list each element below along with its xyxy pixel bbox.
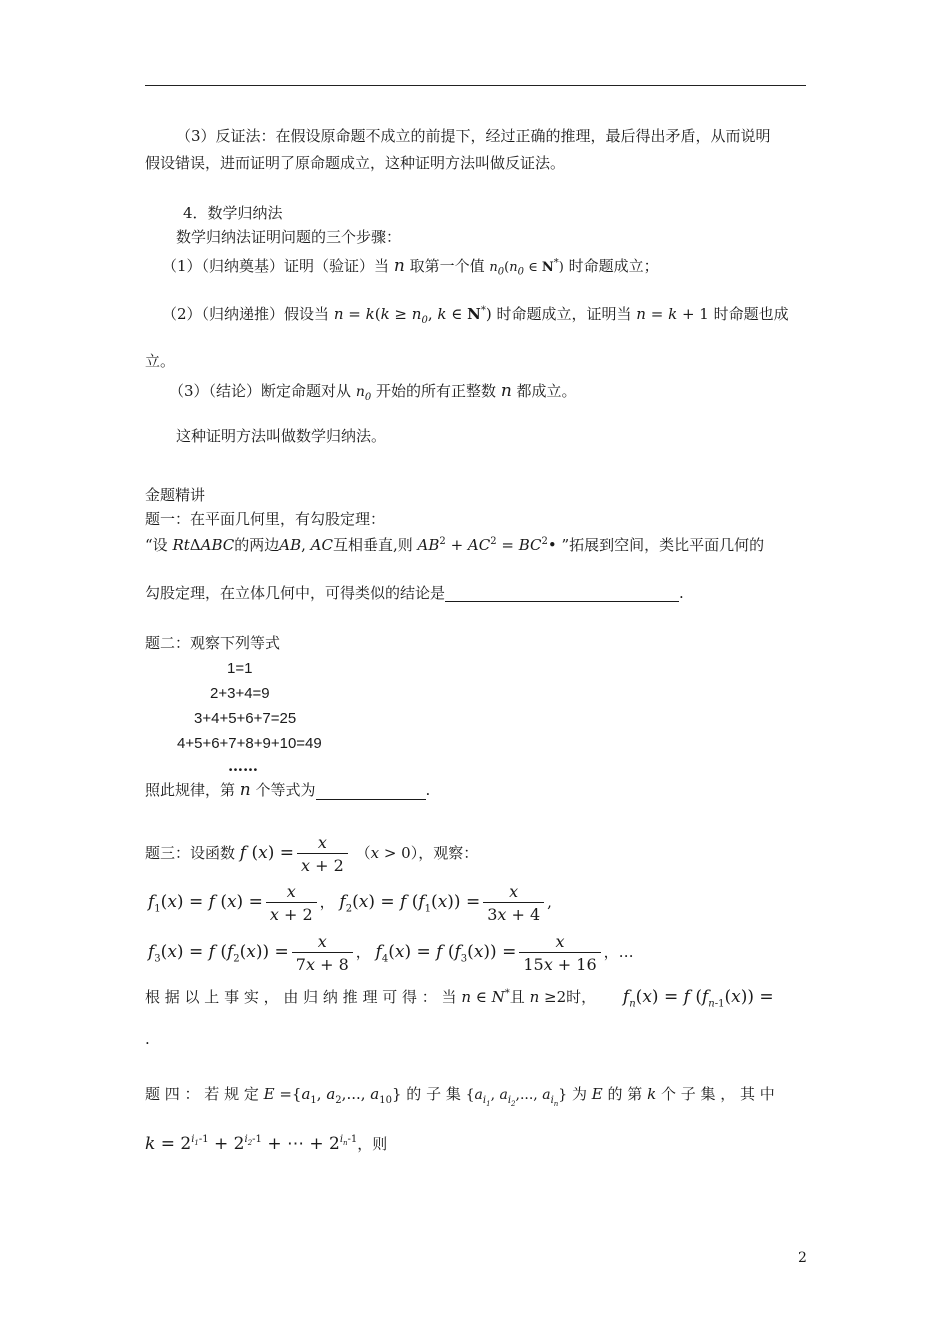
section-heading: 金题精讲 bbox=[145, 486, 206, 504]
q2-ask bbox=[145, 780, 430, 800]
section4-intro: 数学归纳法证明问题的三个步骤： bbox=[176, 228, 402, 246]
math-fn-recursion: $f_n(x) = f$ $(f_{n-1}(x))$ = bbox=[622, 987, 774, 1010]
step2-text-d: 立。 bbox=[145, 352, 176, 370]
q1-line3-text: 勾股定理，在立体几何中，可得类似的结论是 bbox=[145, 584, 446, 602]
step2-text-a: （2）（归纳递推）假设当 bbox=[162, 305, 330, 323]
q4-text-a: 题 四 ： 若 规 定 bbox=[145, 1085, 259, 1103]
math-f4: $f_4(x) = f$ $(f_3(x))$ = bbox=[375, 942, 517, 965]
math-n: n bbox=[393, 256, 405, 276]
q3-title bbox=[145, 833, 478, 875]
math-n: n bbox=[239, 780, 251, 800]
q1-rt-text: 的两边 bbox=[234, 536, 280, 554]
q3-title-a: 题三：设函数 bbox=[145, 844, 236, 863]
q3-cond-open: （ bbox=[355, 844, 371, 863]
math-pythagoras: $AB^2 + AC^2$ = $BC^2•$ bbox=[417, 536, 557, 554]
q2-title: 题二：观察下列等式 bbox=[145, 634, 281, 652]
q2-ask-a: 照此规律，第 bbox=[145, 781, 236, 799]
q1-end: . bbox=[679, 584, 684, 602]
q2-equation-4: 4+5+6+7+8+9+10=49 bbox=[177, 735, 322, 752]
math-ab-ac: AB, AC bbox=[279, 536, 333, 554]
q1-line1: 题一：在平面几何里，有勾股定理： bbox=[145, 510, 386, 528]
math-n-equals-k-plus-1: n = k + 1 bbox=[636, 305, 709, 323]
step1-text-b: 取第一个值 bbox=[409, 257, 485, 275]
math-f-of-x: f (x) = bbox=[239, 843, 295, 864]
step3-text-a: （3）（结论）断定命题对从 bbox=[169, 382, 352, 400]
fraction-f1: $\frac{x}{x + 2}$ bbox=[266, 882, 317, 924]
q1-quote-open: “设 bbox=[145, 536, 168, 554]
math-set-E: $E =\{a_1$, $a_2$,..., $a_{10}$} bbox=[263, 1085, 402, 1106]
section4-title: 4．数学归纳法 bbox=[183, 204, 283, 222]
section4-closing: 这种证明方法叫做数学归纳法。 bbox=[176, 427, 387, 445]
q4-line2 bbox=[145, 1134, 387, 1154]
math-x-gt-0: x > 0 bbox=[370, 844, 411, 863]
fraction-x-over-x-plus-2: $\frac{x}{x + 2}$ bbox=[297, 833, 348, 875]
math-rt-triangle: RtΔABC bbox=[172, 536, 235, 554]
q2-equation-1: 1=1 bbox=[227, 660, 253, 677]
step1-text-a: （1）（归纳奠基）证明（验证）当 bbox=[162, 257, 390, 275]
page-number: 2 bbox=[798, 1250, 807, 1266]
q4-line1 bbox=[145, 1085, 775, 1108]
fraction-f2: $\frac{x}{3x + 4}$ bbox=[483, 882, 544, 924]
q1-line3 bbox=[145, 584, 684, 602]
step3-text-c: 都成立。 bbox=[516, 382, 577, 400]
q3-and: 且 bbox=[509, 988, 525, 1006]
q2-ask-b: 个等式为 bbox=[255, 781, 316, 799]
q3-f3-f4: $f_3(x) = f$ $(f_2(x))$ = $\frac{x}{7x + 8}$ ， $f_4(x) = f$ $(f_3(x))$ = $\frac{x}{15x + 16}$ ，… bbox=[148, 932, 634, 975]
q1-quote-close: ”拓展到空间，类比平面几何的 bbox=[561, 536, 765, 554]
math-f1: $f_1(x) = f$ (x) = bbox=[148, 892, 263, 915]
section3-line2: 假设错误，进而证明了原命题成立，这种证明方法叫做反证法。 bbox=[145, 154, 566, 172]
section4-step3 bbox=[169, 381, 577, 404]
q4-text-d: 的 第 bbox=[607, 1085, 643, 1103]
q4-text-b: 的 子 集 bbox=[406, 1085, 461, 1103]
q2-equation-3: 3+4+5+6+7=25 bbox=[194, 710, 297, 727]
q3-cond-close: ），观察： bbox=[410, 844, 479, 863]
math-n-in-N: n ∈ N* bbox=[461, 988, 510, 1006]
q2-end: . bbox=[425, 781, 431, 799]
q4-text-e: 个 子 集 ， 其 中 bbox=[660, 1085, 775, 1103]
section4-step1 bbox=[162, 256, 659, 279]
math-k: k bbox=[647, 1085, 657, 1103]
step3-text-b: 开始的所有正整数 bbox=[376, 382, 497, 400]
q1-perp: 互相垂直,则 bbox=[332, 536, 413, 554]
section4-step2 bbox=[162, 305, 789, 327]
step2-text-c: 时命题也成 bbox=[713, 305, 789, 323]
math-k-sum: $k = 2^{i_1-1} + 2^{i_2-1}$ + ⋯ + $2^{i_n-1}$ bbox=[145, 1134, 358, 1154]
math-n-equals-k: $n = k(k \ge n_0$, k ∈ N*) bbox=[333, 305, 492, 326]
q3-time: 时， bbox=[566, 988, 597, 1006]
q4-text-f: ，则 bbox=[357, 1135, 388, 1153]
math-f3: $f_3(x) = f$ $(f_2(x))$ = bbox=[148, 942, 289, 965]
q4-text-c: 为 bbox=[571, 1085, 587, 1103]
q3-infer-text: 根 据 以 上 事 实 ， 由 归 纳 推 理 可 得 ： 当 bbox=[145, 988, 457, 1006]
fraction-f4: $\frac{x}{15x + 16}$ bbox=[519, 932, 600, 974]
answer-blank[interactable] bbox=[445, 586, 679, 602]
math-n: n bbox=[500, 381, 512, 401]
math-n0-in-N: $n_0(n_0$ ∈ N*) bbox=[489, 257, 564, 278]
q3-end: . bbox=[145, 1030, 150, 1048]
step2-text-b: 时命题成立，证明当 bbox=[496, 305, 632, 323]
q2-ellipsis: …… bbox=[228, 757, 258, 775]
math-subset: {$a_{i_1}$, $a_{i_2}$,..., $a_{i_n}$} bbox=[465, 1087, 568, 1108]
fraction-f3: $\frac{x}{7x + 8}$ bbox=[292, 932, 353, 974]
q2-equation-2: 2+3+4=9 bbox=[210, 685, 270, 702]
section3-line1: （3）反证法：在假设原命题不成立的前提下，经过正确的推理，最后得出矛盾，从而说明 bbox=[176, 127, 771, 145]
q3-inference bbox=[145, 987, 774, 1010]
header-rule bbox=[145, 85, 806, 86]
q3-f1-f2: $f_1(x) = f$ (x) = $\frac{x}{x + 2}$ ， $f_2(x) = f$ $(f_1(x))$ = $\frac{x}{3x + 4}$ , bbox=[148, 882, 552, 925]
math-E: E bbox=[591, 1085, 603, 1103]
math-n-ge-2: n ≥2 bbox=[529, 988, 567, 1006]
answer-blank[interactable] bbox=[316, 784, 426, 800]
math-f2: $f_2(x) = f$ $(f_1(x))$ = bbox=[339, 892, 481, 915]
math-n0: $n_0$ bbox=[355, 384, 372, 403]
q1-line2 bbox=[145, 536, 764, 554]
step1-text-c: 时命题成立； bbox=[568, 257, 659, 275]
